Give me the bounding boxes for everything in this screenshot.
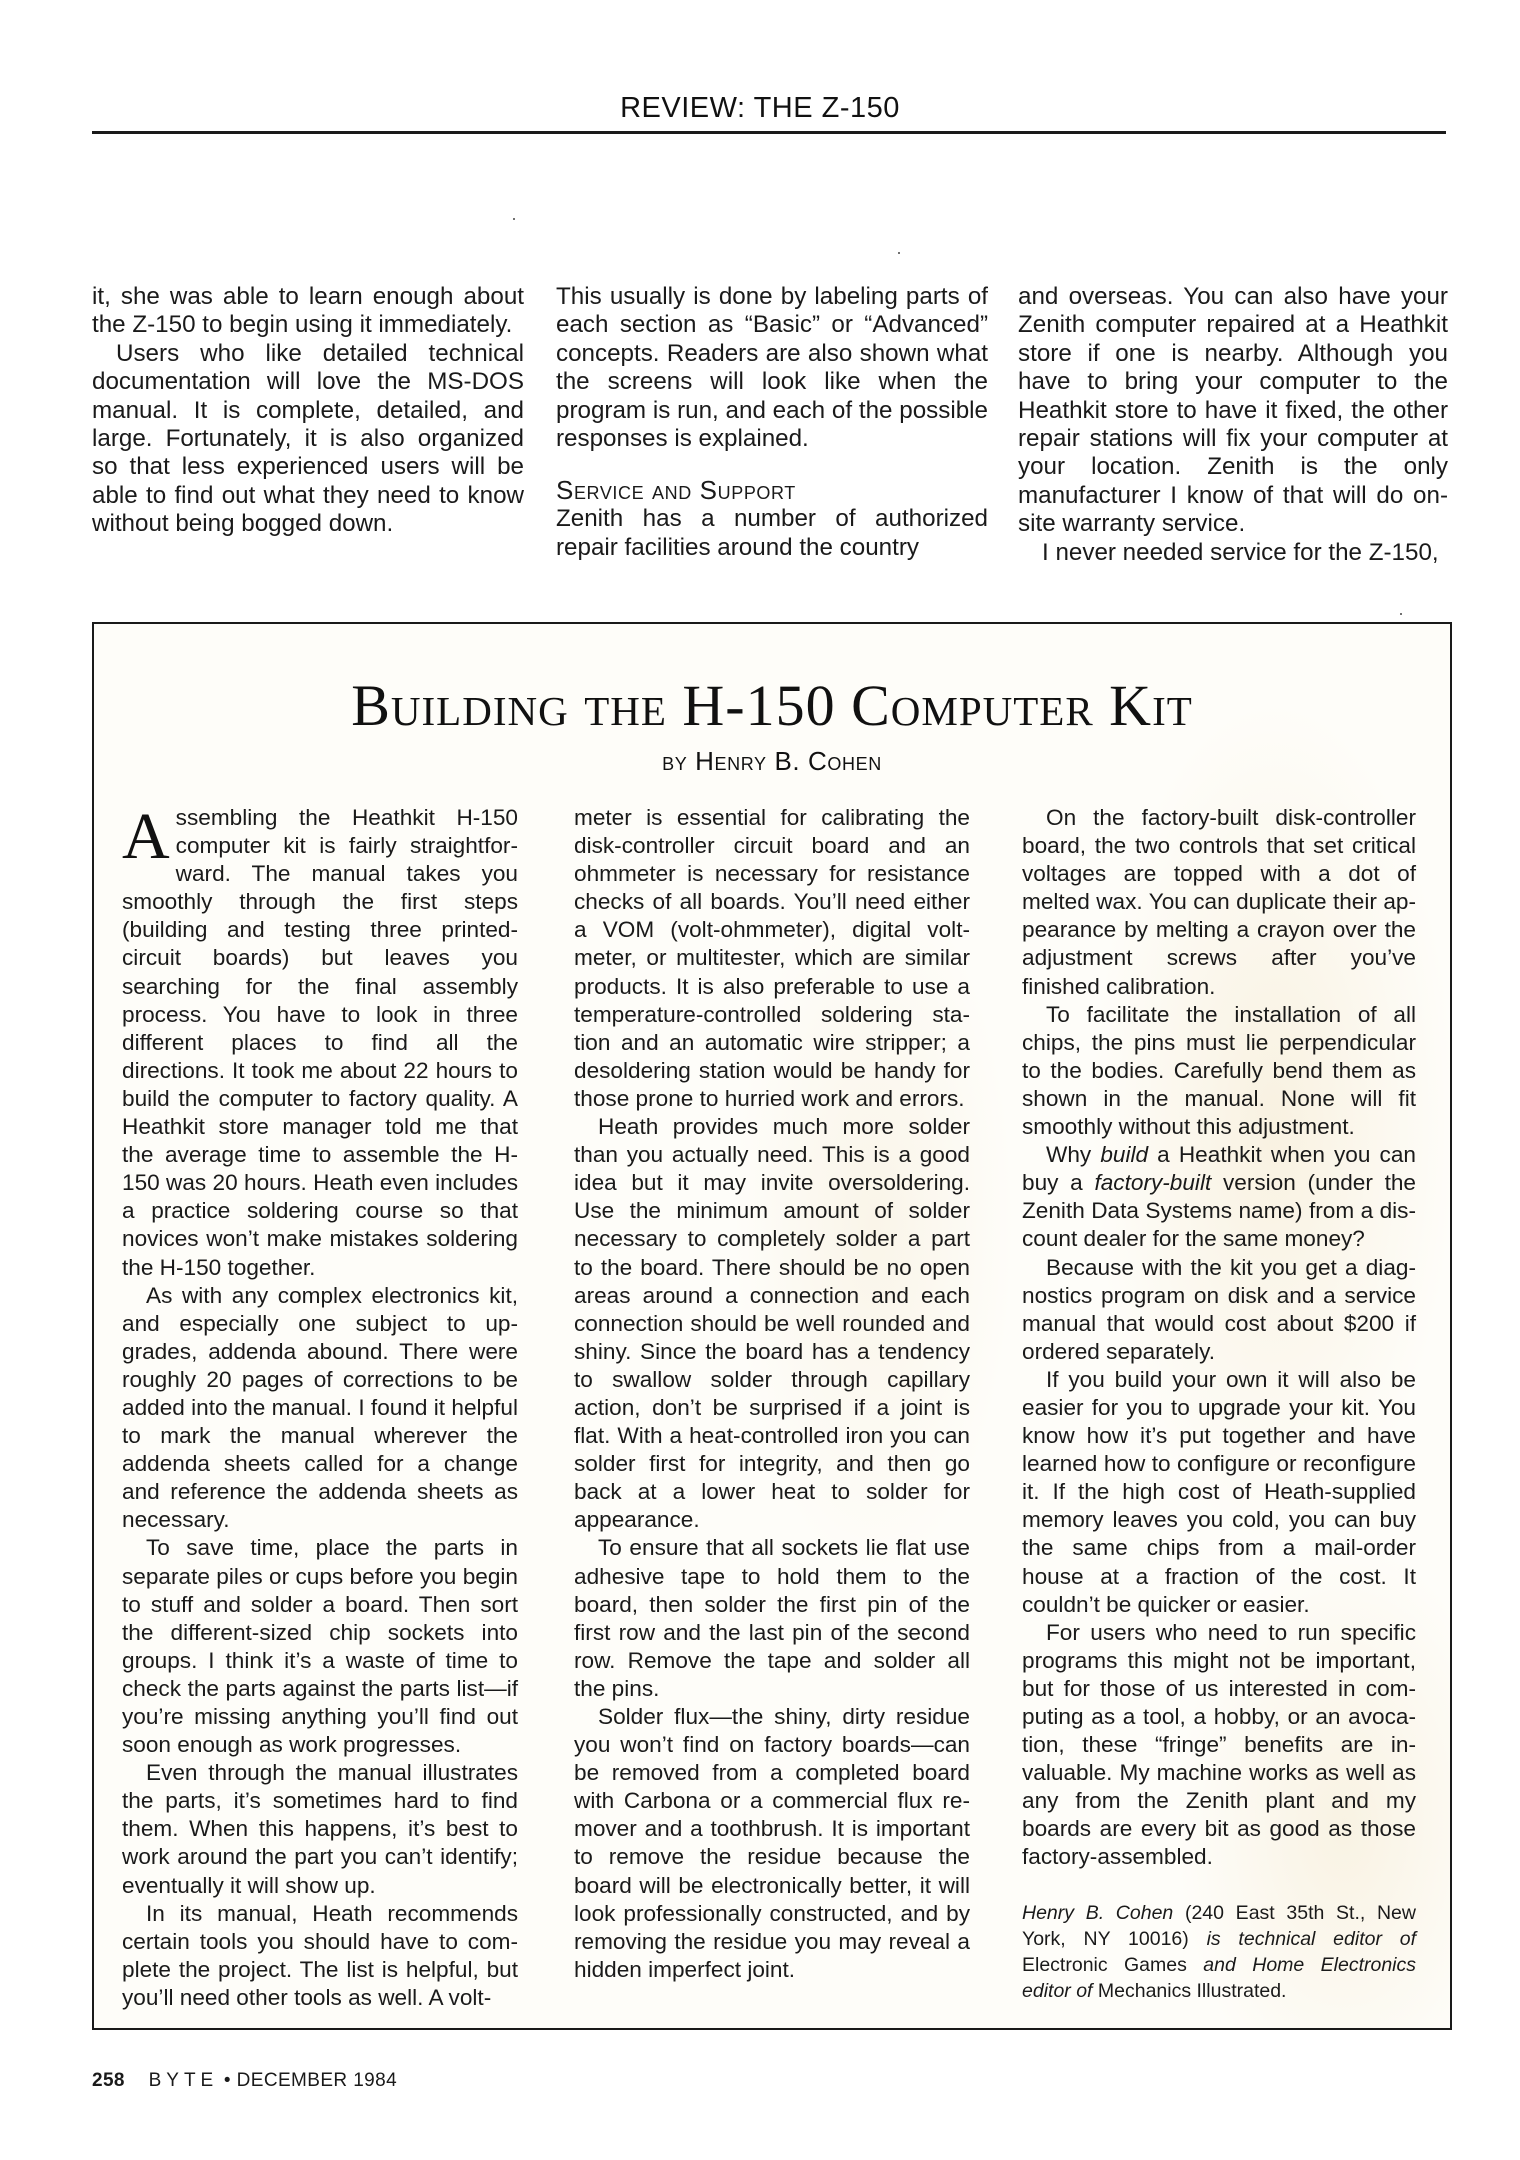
paragraph: meter is essential for calibrating the disk-controller circuit board and an ohmmeter is necessary for resistance checks of all boards. You’ll need either a VOM (volt-ohmmeter), digital voltmeter, or multitester, which are similar products. It is also preferable to use a temperature-controlled soldering station and an automatic wire stripper; a desoldering station would be handy for those prone to hurried work and errors. <box>574 805 970 1111</box>
sidebar-title: Building the H-150 Computer Kit <box>351 673 1193 738</box>
text-run: a Heathkit when you can buy a <box>1022 1142 1416 1196</box>
author-role: is technical editor of <box>1206 1927 1417 1950</box>
article-column-2 <box>556 283 988 562</box>
paragraph: Users who like detailed technical documentation will love the MS-DOS manual. It is complete, detailed, and large. Fortunately, it is also organized so that less experienced users will be able to find out what they need to know without being bogged down. <box>92 339 524 538</box>
paragraph: To save time, place the parts in separate piles or cups before you begin to stuff and solder a board. Then sort the different-sized chip sockets into groups. I think it’s a waste of time to check the parts against the parts list—if you’re missing anything you’ll find out soon enough as work progresses. <box>122 1535 518 1758</box>
page-number: 258 <box>92 2070 125 2091</box>
paragraph: it, she was able to learn enough about the Z-150 to begin using it immediately. <box>92 283 524 339</box>
paragraph: To facilitate the installation of all chips, the pins must lie perpendicular to the bodies. Carefully bend them as shown in the manual. None will fit smoothly without this adjustment. <box>1022 1001 1416 1140</box>
sidebar-column-3 <box>1022 804 1416 2004</box>
paragraph: As with any complex electronics kit, and especially one subject to upgrades, addenda abound. There were roughly 20 pages of corrections to be added into the manual. I found it helpful to mark the manual wherever the addenda sheets called for a change and reference the addenda sheets as necessary. <box>122 1282 518 1533</box>
paragraph: Heath provides much more solder than you actually need. This is a good idea but it may invite oversoldering. Use the minimum amount of solder necessary to completely solder a part to the board. There should be no open areas around a connection and each connection should be well rounded and shiny. Since the board has a tendency to swallow solder through capillary action, don’t be surprised if a joint is flat. With a heat-controlled iron you can solder first for integrity, and then go back at a lower heat to solder for appearance. <box>574 1114 970 1533</box>
issue-date: DECEMBER 1984 <box>236 2070 398 2091</box>
section-heading: Service and Support <box>556 475 796 506</box>
page-footer <box>92 2070 397 2092</box>
running-head: REVIEW: THE Z-150 <box>620 92 900 124</box>
paragraph: To ensure that all sockets lie flat use adhesive tape to hold them to the board, then solder the first pin of the first row and the last pin of the second row. Remove the tape and solder all the pins. <box>574 1535 970 1701</box>
paragraph: In its manual, Heath recommends certain tools you should have to complete the project. The list is helpful, but you’ll need other tools as well. A volt- <box>122 1900 518 2010</box>
paragraph-text: ssembling the Heathkit H-150 computer kit is fairly straightforward. The manual takes you smoothly through the first steps (building and testing three printed-circuit boards) but leaves you searching for the final assembly process. You have to look in three different places to find all the directions. It took me about 22 hours to build the computer to factory quality. A Heathkit store manager told me that the average time to assemble the H-150 was 20 hours. Heath even includes a practice soldering course so that novices won’t make mistakes soldering the H-150 together. <box>122 805 518 1280</box>
paragraph: I never needed service for the Z-150, <box>1042 538 1439 566</box>
paragraph: If you build your own it will also be easier for you to upgrade your kit. You know how it’s put together and have learned how to configure or reconfigure it. If the high cost of Heath-supplied memory leaves you cold, you can buy the same chips from a mail-order house at a fraction of the cost. It couldn’t be quicker or easier. <box>1022 1366 1416 1617</box>
publication-name: Mechanics Illustrated. <box>1097 1979 1287 2002</box>
sidebar-box <box>92 622 1452 2030</box>
sidebar-byline: by Henry B. Cohen <box>662 746 882 776</box>
author-name: Henry B. Cohen <box>1022 1901 1174 1924</box>
article-column-3 <box>1018 283 1448 567</box>
drop-cap: A <box>122 800 170 873</box>
paragraph <box>1022 1141 1416 1253</box>
print-speck <box>1400 613 1402 615</box>
conjunction: and <box>1203 1953 1236 1976</box>
article-column-1 <box>92 283 524 539</box>
text-run: version (under the Zenith Data Systems name) from a discount dealer for the same money? <box>1022 1170 1416 1252</box>
header-rule <box>92 131 1446 134</box>
author-address: (240 East 35th St., New York, NY 10016) <box>1022 1901 1416 1950</box>
sidebar-column-2 <box>574 804 970 1984</box>
paragraph: and overseas. You can also have your Zenith computer repaired at a Heathkit store if one is nearby. Although you have to bring your computer to the Heathkit store to have it fixed, the other repair stations will fix your computer at your location. Zenith is the only manufacturer I know of that will do on-site warranty service. <box>1018 283 1448 538</box>
paragraph: Because with the kit you get a diagnostics program on disk and a service manual that would cost about $200 if ordered separately. <box>1022 1254 1416 1364</box>
separator: • <box>223 2070 231 2091</box>
text-run: Why <box>1046 1142 1101 1168</box>
author-bio <box>1022 1900 1416 2004</box>
author-role: Home Electronics editor of <box>1022 1953 1417 2002</box>
sidebar-column-1 <box>122 800 518 2012</box>
paragraph: Even through the manual illustrates the parts, it’s sometimes hard to find them. When this happens, it’s best to work around the part you can’t identify; eventually it will show up. <box>122 1760 518 1898</box>
magazine-name: BYTE <box>148 2070 219 2091</box>
paragraph: On the factory-built disk-controller board, the two controls that set critical voltages are topped with a dot of melted wax. You can duplicate their appearance by melting a crayon over the adjustment screws after you’ve finished calibration. <box>1022 805 1416 999</box>
print-speck <box>898 252 900 254</box>
emphasis: build <box>1100 1142 1149 1168</box>
paragraph: Zenith has a number of authorized repair facilities around the country <box>556 505 988 561</box>
paragraph <box>122 800 518 1282</box>
paragraph: This usually is done by labeling parts of each section as “Basic” or “Advanced” concepts. Readers are also shown what the screens will look like when the program is run, and each of the possible responses is explained. <box>556 283 988 453</box>
paragraph: For users who need to run specific programs this might not be important, but for those of us interested in computing as a tool, a hobby, or an avocation, these “fringe” benefits are invaluable. My machine works as well as any from the Zenith plant and my boards are every bit as good as those factory-assembled. <box>1022 1619 1416 1870</box>
emphasis: factory-built <box>1094 1170 1212 1196</box>
print-speck <box>513 218 515 220</box>
paragraph: Solder flux—the shiny, dirty residue you won’t find on factory boards—can be removed from a completed board with Carbona or a commercial flux remover and a toothbrush. It is important to remove the residue because the board will be electronically better, it will look professionally constructed, and by removing the residue you may reveal a hidden imperfect joint. <box>574 1704 970 1982</box>
publication-name: Electronic Games <box>1022 1953 1187 1976</box>
